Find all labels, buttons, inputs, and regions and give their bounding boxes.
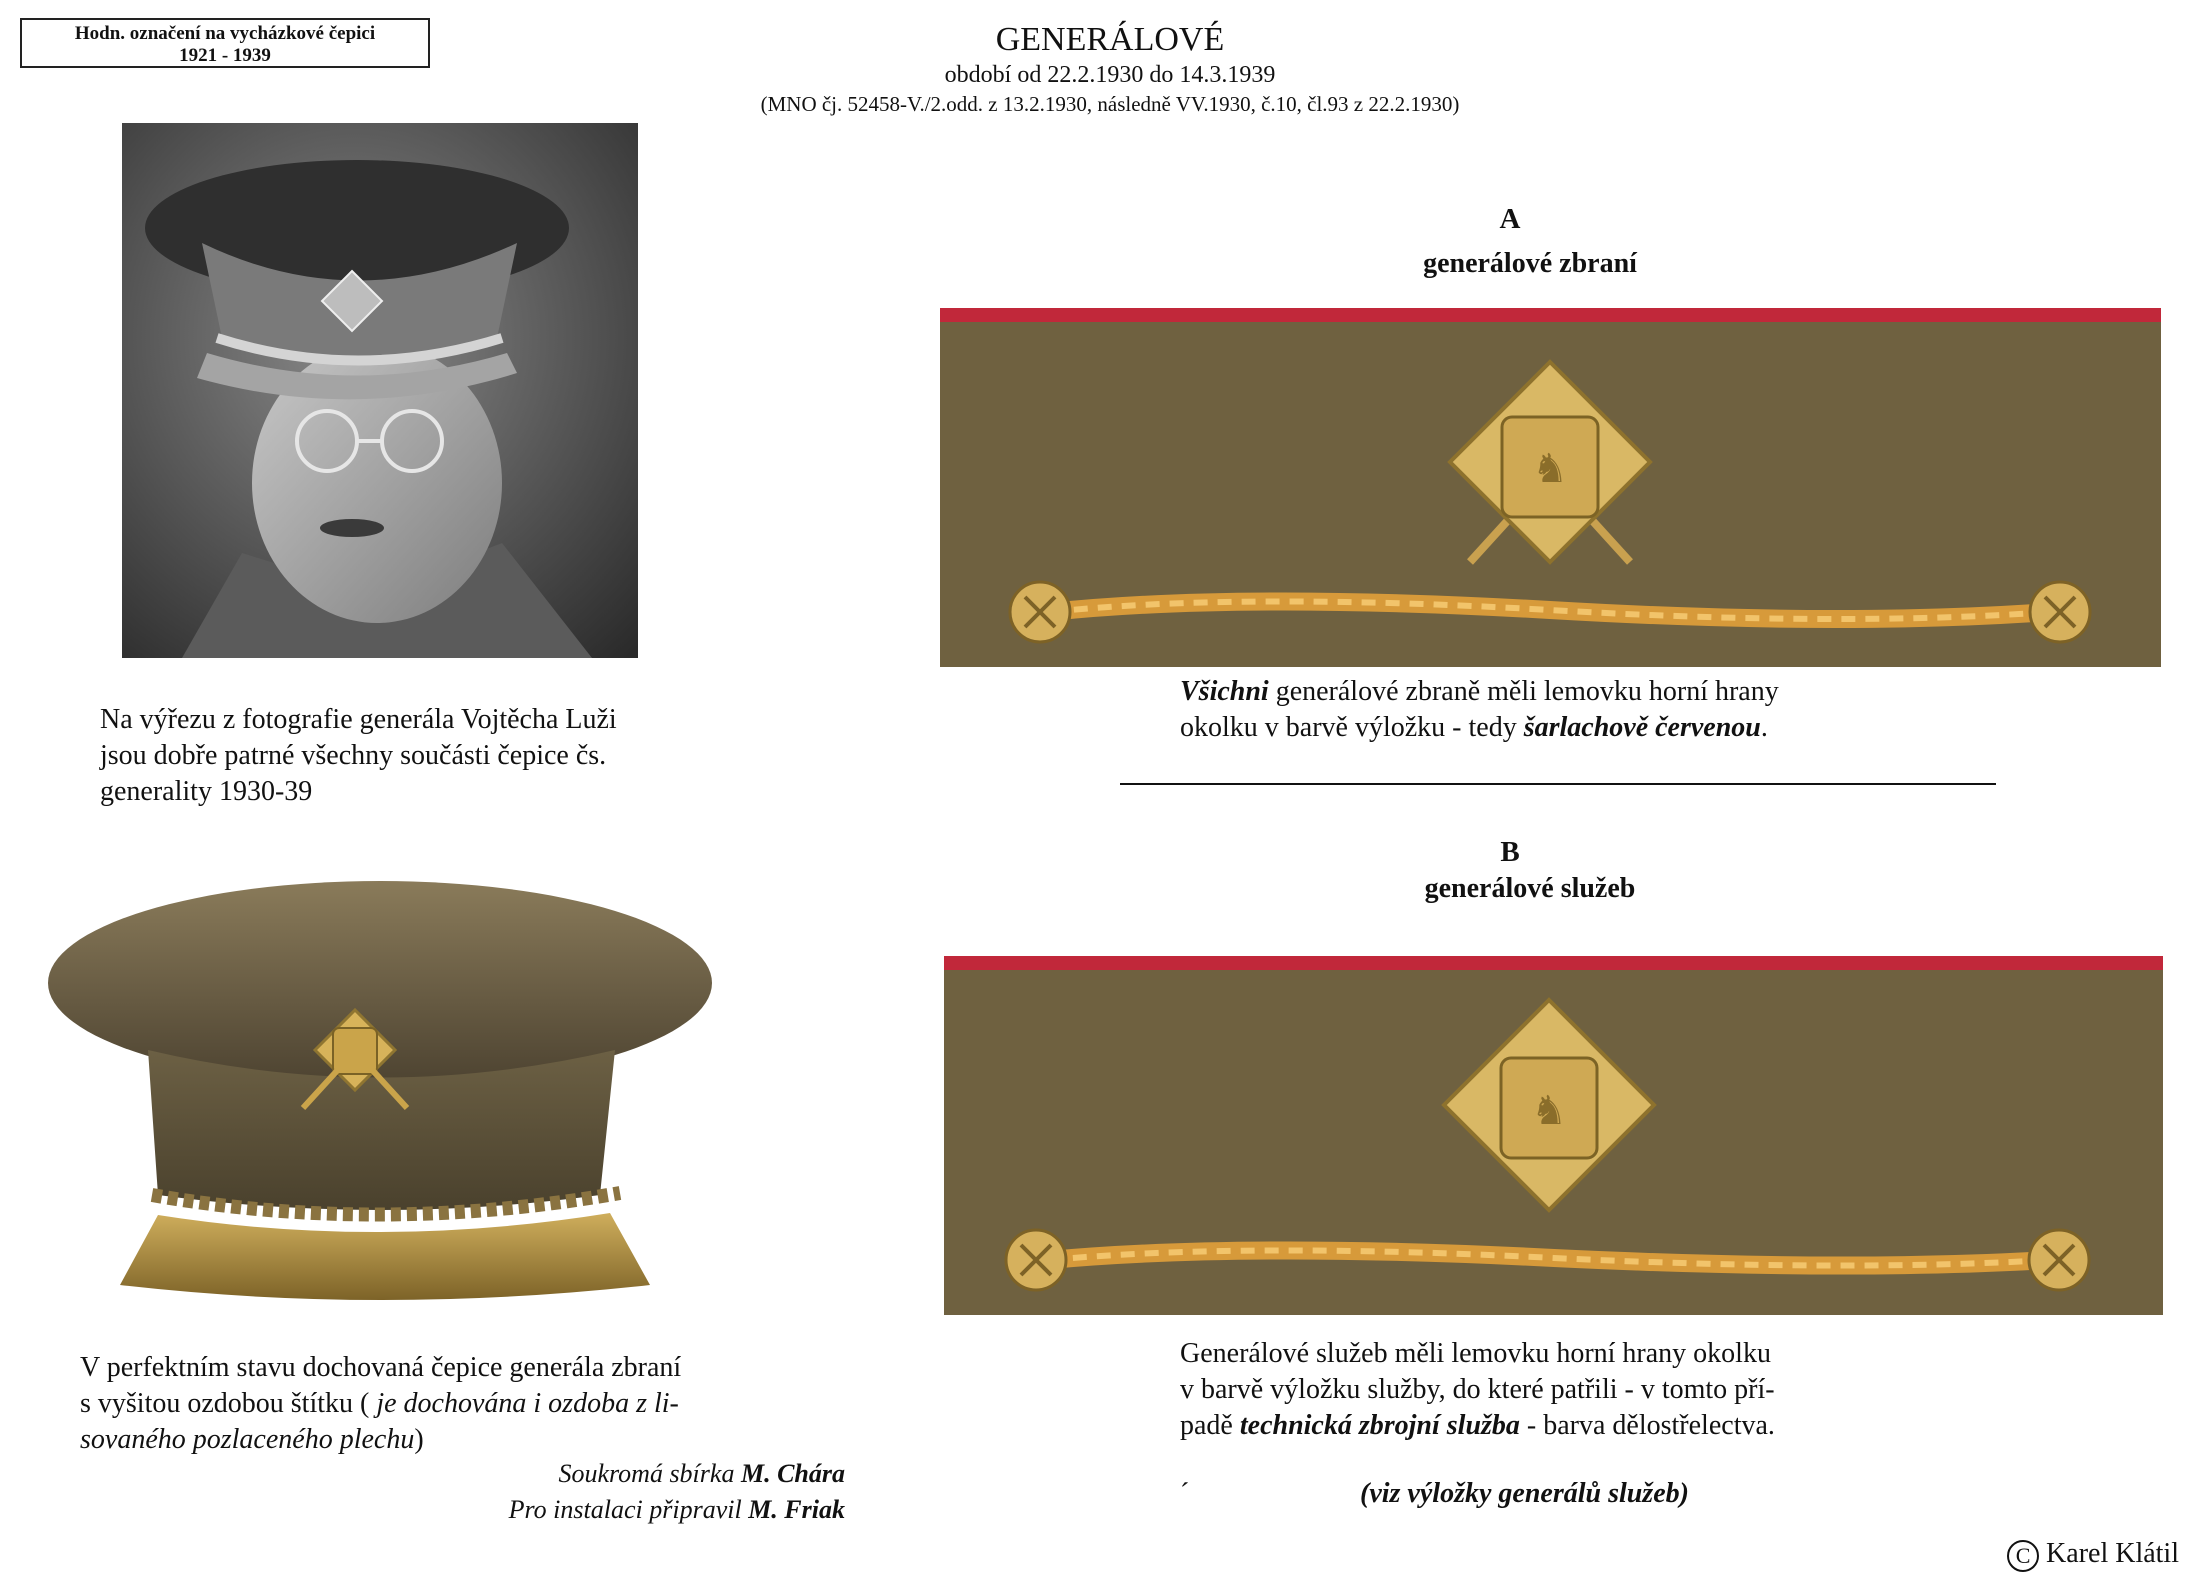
section-a-text2: okolku v barvě výložku - tedy [1180,712,1524,743]
section-b-line2: v barvě výložku služby, do které patřili - v tomto pří- [1180,1374,1775,1405]
credit-collection-name: M. Chára [740,1459,845,1488]
page-title: GENERÁLOVÉ [995,21,1225,58]
section-b-tick: ´ [1180,1478,1190,1509]
section-a-right-button-icon [2030,582,2090,642]
period-subtitle: období od 22.2.1930 do 14.3.1939 [944,62,1276,88]
general-cap-photo [40,875,740,1300]
cap-caption [80,1350,681,1458]
era-tag-line2: 1921 - 1939 [179,45,271,66]
cap-caption-line2 [80,1386,681,1422]
cap-caption-line1: V perfektním stavu dochovaná čepice generála zbraní [80,1352,682,1383]
section-a-line1 [1180,674,2000,710]
cap-caption-line3-a: sovaného pozlaceného plechu [80,1424,415,1455]
section-b-line3-a: padě [1180,1410,1240,1441]
portrait-caption-line1: Na výřezu z fotografie generála Vojtěcha Luži [100,704,617,735]
section-b-right-button-icon [2029,1230,2089,1290]
credits [345,1456,845,1528]
section-a-letter: A [1499,203,1521,235]
section-a-bold1: Všichni [1180,676,1269,707]
section-b-line3 [1180,1408,2000,1444]
section-a-cord [1050,601,2050,619]
credit-preparer [345,1492,845,1528]
section-a-cap-band [940,308,2161,667]
section-b-left-button-icon [1006,1230,1066,1290]
cap-caption-line3 [80,1422,681,1458]
copyright-name: Karel Klátil [2046,1538,2179,1569]
section-b-letter: B [1500,836,1520,868]
section-a-text [1180,674,2000,746]
cap-caption-line2-b: je dochována i ozdoba z li- [376,1388,679,1419]
credit-collection [345,1456,845,1492]
credit-preparer-label: Pro instalaci připravil [508,1495,749,1524]
section-b-heading: generálové služeb [1424,873,1636,904]
portrait-caption [100,702,617,810]
portrait-caption-line3: generality 1930-39 [100,776,313,807]
credit-collection-label: Soukromá sbírka [558,1459,741,1488]
section-b-line1: Generálové služeb měli lemovku horní hrany okolku [1180,1338,1771,1369]
section-a-heading: generálové zbraní [1423,248,1637,279]
cap-caption-line3-b: ) [414,1424,424,1455]
section-a-bold2: šarlachově červenou [1523,712,1761,743]
section-b-cap-band [944,956,2163,1315]
regulation-reference: (MNO čj. 52458-V./2.odd. z 13.2.1930, následně VV.1930, č.10, čl.93 z 22.2.1930) [760,92,1460,116]
section-a-left-button-icon [1010,582,1070,642]
credit-preparer-name: M. Friak [748,1495,845,1524]
cap-caption-line2-a: s vyšitou ozdobou štítku ( [80,1388,377,1419]
section-a-text1: generálové zbraně měli lemovku horní hrany [1268,676,1779,707]
section-divider [1120,783,1996,785]
section-b-cord [1049,1250,2049,1265]
era-tag-line1: Hodn. označení na vycházkové čepici [74,23,376,44]
section-b-line3-b: - barva dělostřelectva. [1519,1410,1775,1441]
section-b-text [1180,1336,2000,1444]
section-a-text3: . [1760,712,1768,743]
era-tag-box [20,18,430,68]
copyright [2007,1538,2179,1572]
portrait-caption-line2: jsou dobře patrné všechny součásti čepice čs. [100,740,607,771]
general-portrait-photo [122,123,638,658]
page-header [700,20,1520,118]
section-a-line2 [1180,710,2000,746]
section-b-line3-bold: technická zbrojní služba [1239,1410,1520,1441]
svg-text:♞: ♞ [1532,446,1568,492]
copyright-icon: C [2007,1540,2039,1572]
section-a-badge-icon [1450,362,1650,562]
svg-text:♞: ♞ [1531,1088,1567,1134]
section-b-note: (viz výložky generálů služeb) [1360,1478,1689,1509]
section-b-badge-icon [1444,1000,1654,1210]
